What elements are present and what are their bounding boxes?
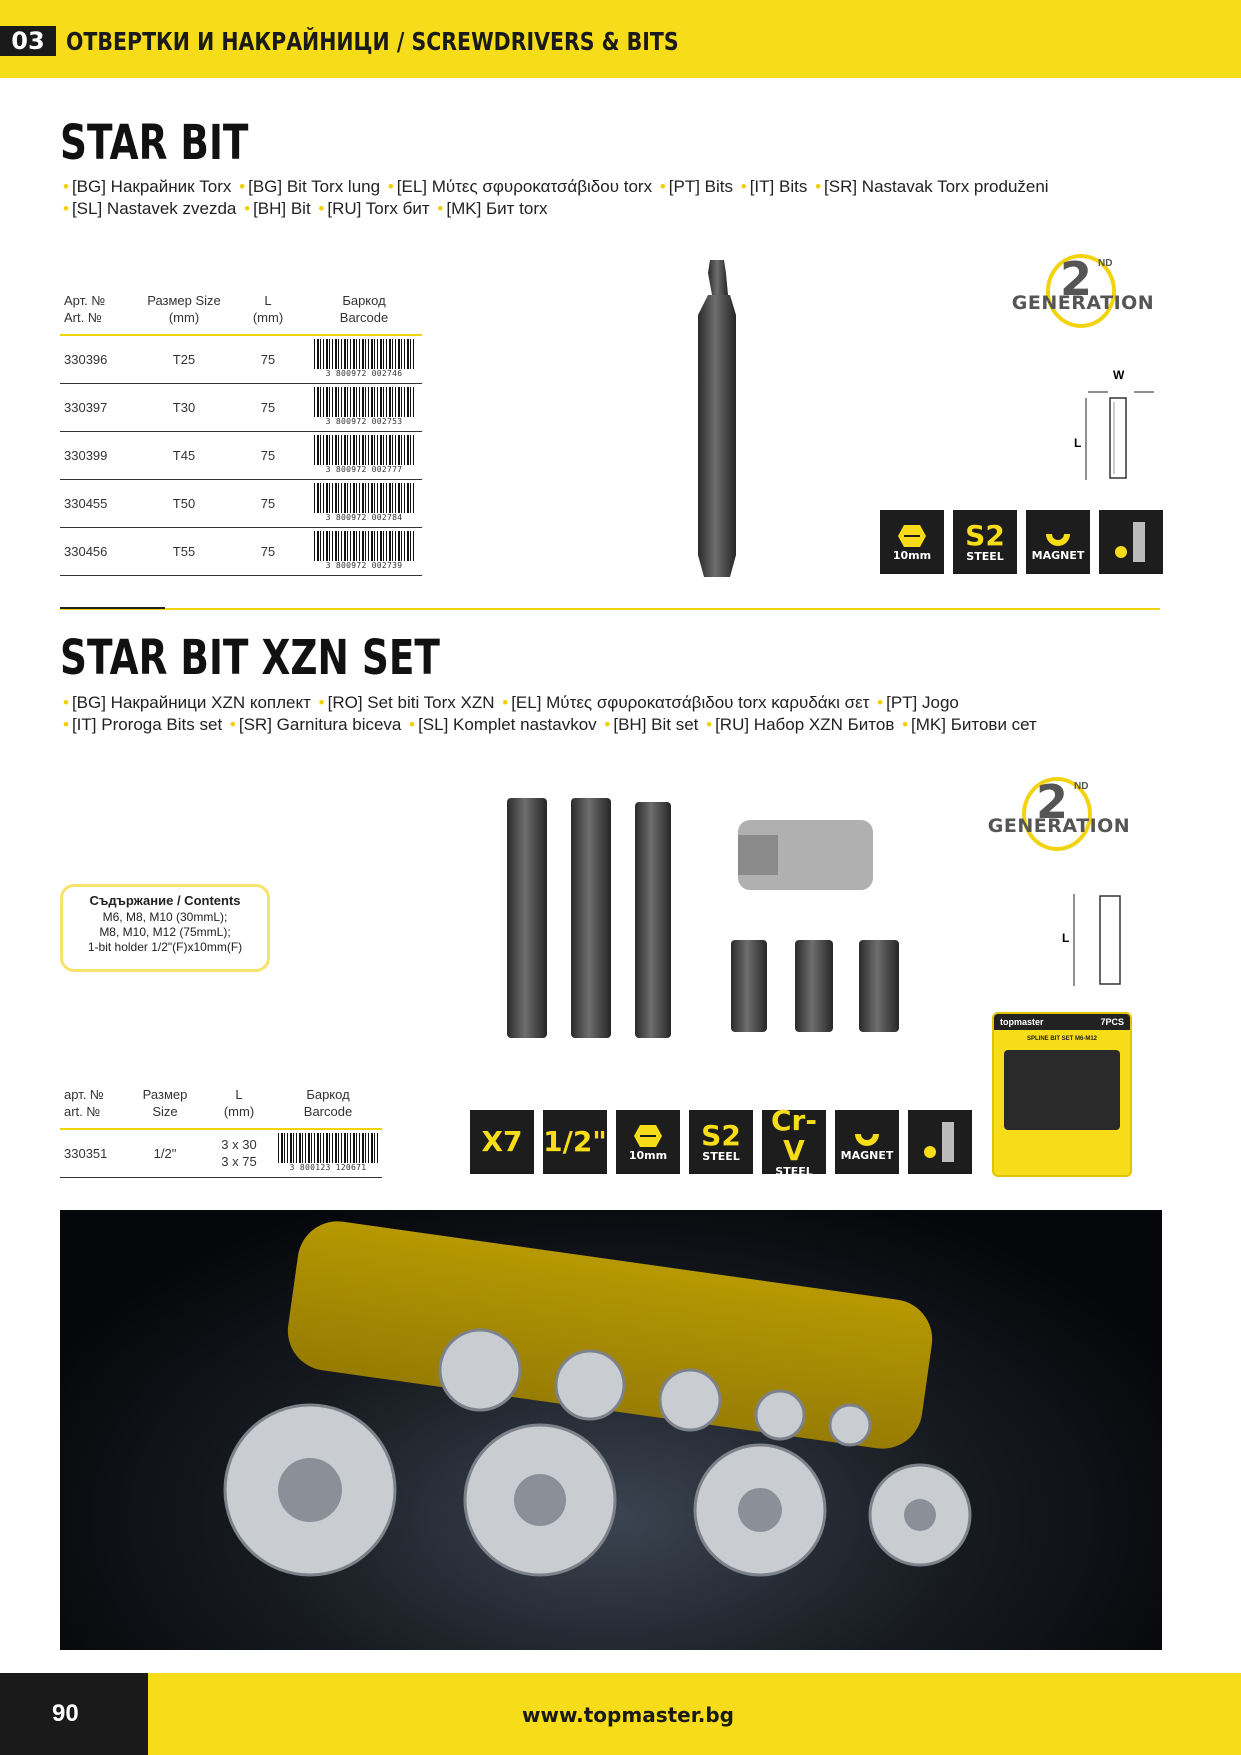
bullet-dot: • [740, 177, 747, 196]
bullet-dot: • [63, 177, 69, 196]
bullet-dot: • [502, 693, 509, 712]
hex-shank-icon [892, 522, 932, 550]
bullet-dot: • [318, 693, 325, 712]
feature-badge: 1/2" [543, 1110, 607, 1174]
translation-item: [SL] Nastavek zvezda [71, 199, 237, 218]
page-header [0, 0, 1241, 78]
bullet-dot: • [815, 177, 822, 196]
bullet-dot: • [387, 177, 394, 196]
bullet-dot: • [63, 199, 69, 218]
feature-badge: X7 [470, 1110, 534, 1174]
section-number: 03 [0, 26, 56, 56]
barcode: 3 800972 002746 [314, 339, 414, 379]
magnet-icon [1041, 522, 1075, 550]
section-divider [60, 608, 1160, 610]
second-generation-logo: 2 ND GENERATION [998, 252, 1168, 332]
dimension-diagram [1070, 362, 1180, 486]
translation-item: [RU] Набор XZN Битов [715, 715, 895, 734]
star-bit-image [690, 255, 750, 580]
table-row: 330397 T30 75 3 800972 002753 [60, 383, 422, 431]
torx-bit-badge [908, 1110, 972, 1174]
svg-text:W: W [1113, 368, 1125, 382]
barcode: 3 800972 002753 [314, 387, 414, 427]
feature-badge: Cr-V STEEL [762, 1110, 826, 1174]
dimension-diagram [1050, 890, 1130, 990]
bullet-dot: • [63, 693, 69, 712]
page-number: 90 [0, 1673, 148, 1755]
translation-item: [EL] Μύτες σφυροκατσάβιδου torx [396, 177, 653, 196]
product-title: STAR BIT XZN SET [60, 630, 440, 686]
translation-item: [SL] Komplet nastavkov [418, 715, 597, 734]
product-spec-table: Арт. № Art. № Размер Size (mm) L (mm) Баркод Barcode 330396 T25 75 3 800972 002746 330397 T30 75 3 800972 002753 330399 T45 75 3 800972 002777 330455 T50 75 3 800972 002784 330456 T55 75 3 800972 002739 [60, 292, 422, 576]
translation-item: [IT] Bits [749, 177, 808, 196]
translation-item: [PT] Bits [668, 177, 734, 196]
table-row: 330399 T45 75 3 800972 002777 [60, 431, 422, 479]
bullet-dot: • [244, 199, 251, 218]
translation-item: [IT] Proroga Bits set [71, 715, 223, 734]
xzn-set-image [495, 790, 905, 1080]
bullet-dot: • [604, 715, 611, 734]
magnet-badge: MAGNET [1026, 510, 1090, 574]
translation-item: [BG] Bit Torx lung [248, 177, 381, 196]
bullet-dot: • [229, 715, 236, 734]
product-spec-table: арт. № art. № Размер Size L (mm) Баркод Barcode 330351 1/2" 3 x 30 3 x 75 3 800123 120671 [60, 1086, 382, 1178]
translation-item: [PT] Jogo [886, 693, 959, 712]
magnet-icon [850, 1122, 884, 1150]
hex-shank-icon [628, 1122, 668, 1150]
second-generation-logo: 2 ND GENERATION [974, 775, 1144, 855]
contents-box: Съдържание / Contents M6, M8, M10 (30mmL); M8, M10, M12 (75mmL); 1-bit holder 1/2"(F)x10mm(F) [60, 884, 270, 972]
table-row: 330456 T55 75 3 800972 002739 [60, 527, 422, 575]
bullet-dot: • [409, 715, 416, 734]
product-title: STAR BIT [60, 115, 249, 171]
torx-bit-icon [920, 1118, 960, 1166]
bullet-dot: • [437, 199, 444, 218]
website-link[interactable]: www.topmaster.bg [522, 1703, 734, 1727]
translation-item: [RO] Set biti Torx XZN [327, 693, 495, 712]
torx-bit-badge [1099, 510, 1163, 574]
translation-item: [SR] Nastavak Torx produženi [824, 177, 1049, 196]
page-footer [0, 1673, 1241, 1755]
table-row: 330396 T25 75 3 800972 002746 [60, 335, 422, 383]
translation-item: [BG] Накрайници XZN коплект [71, 693, 311, 712]
bullet-dot: • [659, 177, 666, 196]
bullet-dot: • [902, 715, 909, 734]
barcode: 3 800123 120671 [278, 1133, 378, 1173]
translation-item: [BH] Bit set [613, 715, 699, 734]
section-title: ОТВЕРТКИ И НАКРАЙНИЦИ / SCREWDRIVERS & BITS [66, 27, 679, 56]
hex-shank-badge: 10mm [880, 510, 944, 574]
torx-bit-icon [1111, 518, 1151, 566]
product-translations [60, 692, 1060, 736]
translation-item: [MK] Битови сет [911, 715, 1037, 734]
feature-badge: S2 STEEL [689, 1110, 753, 1174]
bullet-dot: • [318, 199, 325, 218]
bullet-dot: • [239, 177, 246, 196]
barcode: 3 800972 002777 [314, 435, 414, 475]
barcode: 3 800972 002784 [314, 483, 414, 523]
package-image: topmaster 7PCS SPLINE BIT SET M6-M12 [992, 1012, 1132, 1177]
bullet-dot: • [877, 693, 884, 712]
translation-item: [BG] Накрайник Torx [71, 177, 232, 196]
product-photo [60, 1210, 1162, 1650]
magnet-badge: MAGNET [835, 1110, 899, 1174]
svg-text:L: L [1074, 436, 1082, 450]
translation-item: [EL] Μύτες σφυροκατσάβιδου torx καρυδάκι σετ [511, 693, 870, 712]
table-row: 330351 1/2" 3 x 30 3 x 75 3 800123 120671 [60, 1129, 382, 1177]
svg-text:L: L [1062, 931, 1070, 945]
hex-shank-badge: 10mm [616, 1110, 680, 1174]
bullet-dot: • [63, 715, 69, 734]
bullet-dot: • [706, 715, 713, 734]
table-row: 330455 T50 75 3 800972 002784 [60, 479, 422, 527]
feature-badge: S2 STEEL [953, 510, 1017, 574]
translation-item: [MK] Бит torx [446, 199, 548, 218]
translation-item: [SR] Garnitura biceva [238, 715, 402, 734]
product-translations [60, 176, 1060, 220]
translation-item: [BH] Bit [253, 199, 311, 218]
translation-item: [RU] Torx бит [327, 199, 430, 218]
barcode: 3 800972 002739 [314, 531, 414, 571]
